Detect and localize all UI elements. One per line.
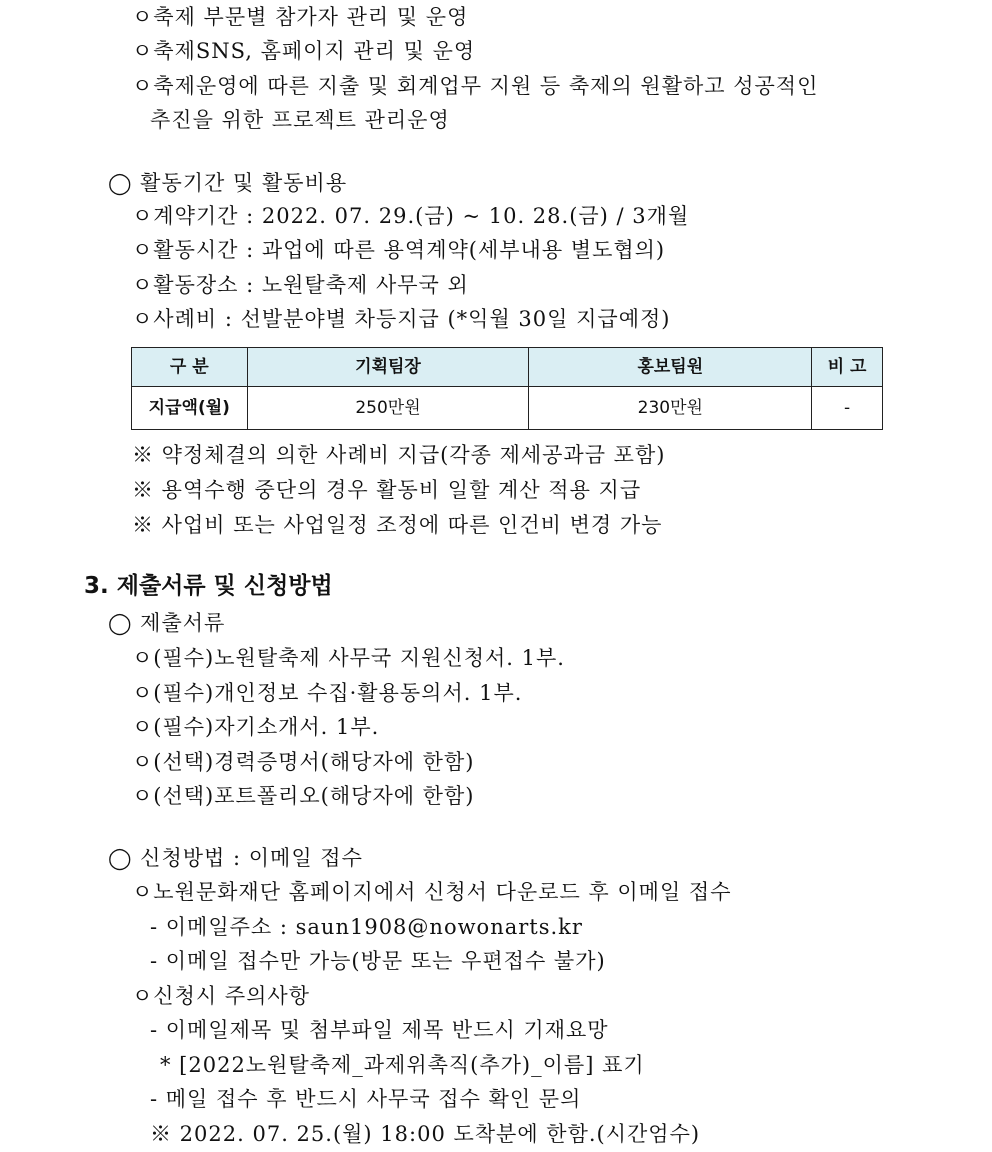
activity-item: ㅇ활동시간 : 과업에 따른 용역계약(세부내용 별도협의) bbox=[132, 238, 666, 262]
apply-deadline: ※ 2022. 07. 25.(월) 18:00 도착분에 한함.(시간엄수) bbox=[150, 1122, 701, 1146]
apply-item: ㅇ노원문화재단 홈페이지에서 신청서 다운로드 후 이메일 접수 bbox=[132, 880, 732, 904]
apply-item: ㅇ신청시 주의사항 bbox=[132, 984, 310, 1008]
pay-table-header-row bbox=[132, 348, 883, 387]
apply-title: ◯ 신청방법 : 이메일 접수 bbox=[108, 846, 363, 870]
section-heading: 3. 제출서류 및 신청방법 bbox=[84, 573, 333, 599]
intro-item: ㅇ축제SNS, 홈페이지 관리 및 운영 bbox=[132, 39, 476, 63]
note: ※ 사업비 또는 사업일정 조정에 따른 인건비 변경 가능 bbox=[132, 513, 663, 537]
pay-table-cell: 230만원 bbox=[529, 387, 812, 430]
docs-item: ㅇ(필수)노원탈축제 사무국 지원신청서. 1부. bbox=[132, 646, 565, 670]
apply-subitem: - 이메일주소 : saun1908@nowonarts.kr bbox=[150, 915, 583, 939]
intro-item-continued: 추진을 위한 프로젝트 관리운영 bbox=[150, 108, 450, 132]
activity-item: ㅇ사례비 : 선발분야별 차등지급 (*익월 30일 지급예정) bbox=[132, 307, 671, 331]
pay-table bbox=[131, 347, 883, 430]
intro-item: ㅇ축제운영에 따른 지출 및 회계업무 지원 등 축제의 원활하고 성공적인 bbox=[132, 74, 819, 98]
apply-subitem: - 메일 접수 후 반드시 사무국 접수 확인 문의 bbox=[150, 1087, 582, 1111]
apply-subitem: - 이메일 접수만 가능(방문 또는 우편접수 불가) bbox=[150, 949, 606, 973]
pay-table-header: 홍보팀원 bbox=[529, 348, 812, 387]
docs-item: ㅇ(필수)개인정보 수집·활용동의서. 1부. bbox=[132, 681, 523, 705]
activity-title: ◯ 활동기간 및 활동비용 bbox=[108, 171, 348, 195]
pay-table-row bbox=[132, 387, 883, 430]
activity-item: ㅇ활동장소 : 노원탈축제 사무국 외 bbox=[132, 273, 469, 297]
docs-item: ㅇ(필수)자기소개서. 1부. bbox=[132, 715, 380, 739]
pay-table-header: 비 고 bbox=[812, 348, 883, 387]
note: ※ 용역수행 중단의 경우 활동비 일할 계산 적용 지급 bbox=[132, 478, 642, 502]
docs-item: ㅇ(선택)경력증명서(해당자에 한함) bbox=[132, 750, 475, 774]
apply-subnote: * [2022노원탈축제_과제위촉직(추가)_이름] 표기 bbox=[160, 1053, 645, 1077]
docs-item: ㅇ(선택)포트폴리오(해당자에 한함) bbox=[132, 784, 475, 808]
pay-table-header: 구 분 bbox=[132, 348, 248, 387]
pay-table-cell: 250만원 bbox=[247, 387, 529, 430]
activity-item: ㅇ계약기간 : 2022. 07. 29.(금) ~ 10. 28.(금) / 3개월 bbox=[132, 204, 690, 228]
apply-subitem: - 이메일제목 및 첨부파일 제목 반드시 기재요망 bbox=[150, 1018, 609, 1042]
intro-item: ㅇ축제 부문별 참가자 관리 및 운영 bbox=[132, 5, 469, 29]
pay-table-cell: 지급액(월) bbox=[132, 387, 248, 430]
pay-table-cell: - bbox=[812, 387, 883, 430]
pay-table-header: 기획팀장 bbox=[247, 348, 529, 387]
note: ※ 약정체결의 의한 사례비 지급(각종 제세공과금 포함) bbox=[132, 443, 666, 467]
docs-title: ◯ 제출서류 bbox=[108, 611, 226, 635]
